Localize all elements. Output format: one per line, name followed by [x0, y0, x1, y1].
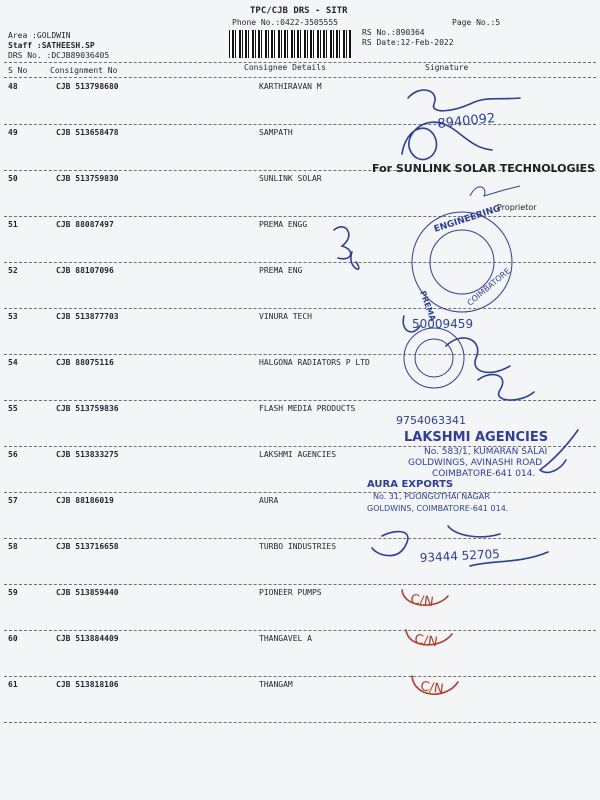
row-sno: 49	[8, 128, 18, 137]
staff-label: Staff :SATHEESH.SP	[8, 41, 95, 50]
cin-mark-61: C/N	[419, 679, 445, 698]
col-consignee: Consignee Details	[244, 63, 326, 72]
consignee-name: TURBO INDUSTRIES	[259, 542, 337, 551]
consignee-name: THANGAVEL A	[259, 634, 312, 643]
svg-text:ENGINEERING: ENGINEERING	[432, 203, 502, 235]
consignee-name: AURA	[259, 496, 279, 505]
row-sno: 57	[8, 496, 18, 505]
phone-vinura: 50009459	[412, 317, 474, 331]
signature-row55	[478, 375, 534, 401]
aura-addr2: GOLDWINS, COIMBATORE-641 014.	[367, 504, 509, 513]
consignee-name: HALGONA RADIATORS P LTD	[259, 358, 370, 367]
row-sno: 61	[8, 680, 18, 689]
consignee-name: VINURA TECH	[259, 312, 312, 321]
consignment-number: CJB 88107096	[56, 266, 114, 275]
row-sno: 53	[8, 312, 18, 321]
row-sno: 58	[8, 542, 18, 551]
consignment-number: CJB 513759830	[56, 174, 119, 183]
consignment-number: CJB 513658478	[56, 128, 119, 137]
col-consignment: Consignment No	[50, 66, 118, 75]
phone-number: Phone No.:0422-3505555	[232, 18, 338, 27]
consignee-name: LAKSHMI AGENCIES	[259, 450, 337, 459]
consignee-name: PREMA ENGG	[259, 220, 308, 229]
lakshmi-addr2: GOLDWINGS, AVINASHI ROAD	[408, 458, 543, 468]
consignment-number: CJB 88075116	[56, 358, 114, 367]
proprietor-label: Proprietor	[497, 203, 537, 212]
sunlink-stamp: For SUNLINK SOLAR TECHNOLOGIES	[372, 162, 596, 175]
col-signature: Signature	[425, 63, 469, 72]
rs-date: RS Date:12-Feb-2022	[362, 38, 454, 47]
consignment-number: CJB 513759836	[56, 404, 119, 413]
lakshmi-addr1: No. 583/1, KUMARAN SALAI	[424, 447, 548, 457]
lakshmi-name: LAKSHMI AGENCIES	[404, 430, 549, 445]
prema-stamp	[412, 204, 512, 323]
consignment-number: CJB 88087497	[56, 220, 114, 229]
drs-number: DRS No. :DCJB89036405	[8, 51, 110, 60]
col-sno: S No	[8, 66, 28, 75]
area-label: Area :GOLDWIN	[8, 31, 71, 40]
consignee-name: PREMA ENG	[259, 266, 303, 275]
consignment-number: CJB 88186019	[56, 496, 114, 505]
cin-mark-60: C/N	[413, 632, 439, 651]
svg-text:PREMA: PREMA	[418, 289, 438, 323]
consignment-number: CJB 513798680	[56, 82, 119, 91]
signature-row52	[351, 252, 359, 269]
signature-row48	[408, 90, 520, 111]
consignee-name: SUNLINK SOLAR	[259, 174, 322, 183]
halgona-stamp	[404, 328, 464, 388]
consignee-name: FLASH MEDIA PRODUCTS	[259, 404, 356, 413]
signature-row54	[446, 338, 510, 372]
consignment-number: CJB 513877703	[56, 312, 119, 321]
consignee-name: SAMPATH	[259, 128, 293, 137]
document-title: TPC/CJB DRS - SITR	[250, 6, 348, 16]
signature-row51	[334, 227, 351, 259]
consignee-name: KARTHIRAVAN M	[259, 82, 322, 91]
consignment-number: CJB 513859440	[56, 588, 119, 597]
lakshmi-addr3: COIMBATORE-641 014.	[432, 469, 536, 479]
row-sno: 48	[8, 82, 18, 91]
row-sno: 59	[8, 588, 18, 597]
row-sno: 54	[8, 358, 18, 367]
phone-lakshmi: 9754063341	[396, 414, 466, 427]
row-sno: 52	[8, 266, 18, 275]
consignment-number: CJB 513716658	[56, 542, 119, 551]
aura-name: AURA EXPORTS	[367, 479, 454, 490]
consignee-name: PIONEER PUMPS	[259, 588, 322, 597]
row-sno: 55	[8, 404, 18, 413]
row-sno: 51	[8, 220, 18, 229]
cin-mark-59: C/N	[409, 592, 435, 611]
row-sno: 50	[8, 174, 18, 183]
aura-addr1: No. 31, POONGOTHAI NAGAR	[373, 492, 490, 501]
consignment-number: CJB 513818106	[56, 680, 119, 689]
consignee-name: THANGAM	[259, 680, 293, 689]
page-number: Page No.:5	[452, 18, 501, 27]
row-sno: 60	[8, 634, 18, 643]
rs-number: RS No.:890364	[362, 28, 425, 37]
svg-text:COIMBATORE: COIMBATORE	[465, 266, 513, 308]
signature-row50	[470, 186, 520, 196]
phone-karthi: 8940092	[436, 111, 497, 132]
phone-turbo: 93444 52705	[419, 546, 501, 565]
row-sno: 56	[8, 450, 18, 459]
consignment-number: CJB 513884409	[56, 634, 119, 643]
consignment-number: CJB 513833275	[56, 450, 119, 459]
